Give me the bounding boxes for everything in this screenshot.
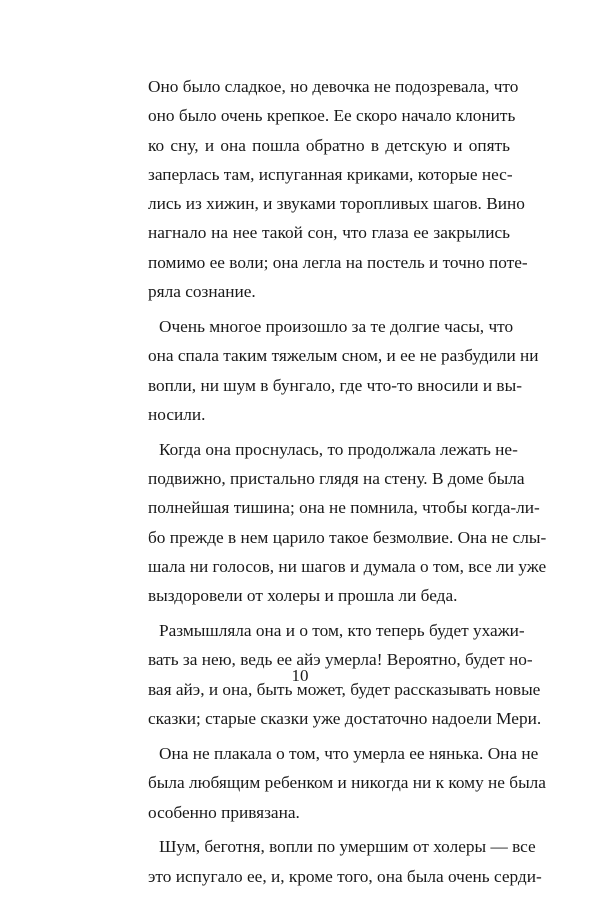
paragraph: [148, 832, 542, 891]
paragraph: [148, 739, 546, 827]
text-line: полнейшая тишина; она не помнила, чтобы когда-ли-: [148, 498, 540, 518]
text-line: Она не плакала о том, что умерла ее нянька. Она не: [159, 743, 539, 763]
text-line: носили.: [148, 404, 206, 424]
text-line: Когда она проснулась, то продолжала лежать не-: [159, 439, 518, 459]
text-line: сказки; старые сказки уже достаточно надоели Мери.: [148, 709, 542, 729]
text-line: ряла сознание.: [148, 282, 256, 302]
text-line: Размышляла она и о том, кто теперь будет ухажи-: [159, 621, 525, 641]
text-line: вопли, ни шум в бунгало, где что-то вносили и вы-: [148, 375, 522, 395]
text-line: лись из хижин, и звуками торопливых шагов. Вино: [148, 194, 525, 214]
text-line: подвижно, пристально глядя на стену. В доме была: [148, 469, 525, 489]
text-line: выздоровели от холеры и прошла ли беда.: [148, 586, 458, 606]
text-line: Оно было сладкое, но девочка не подозревала, что: [148, 77, 519, 96]
text-line: шала ни голосов, ни шагов и думала о том, все ли уже: [148, 556, 547, 576]
text-line: оно было очень крепкое. Ее скоро начало клонить: [148, 106, 516, 126]
page-number: 10: [291, 666, 309, 685]
body-text: [148, 72, 547, 897]
text-line: вая айэ, и она, быть может, будет рассказывать новые: [148, 679, 541, 699]
text-line: Очень многое произошло за те долгие часы, что: [159, 316, 514, 336]
paragraph: [148, 435, 547, 611]
paragraph: [148, 72, 528, 306]
text-line: нагнало на нее такой сон, что глаза ее закрылись: [148, 223, 510, 243]
text-line: она спала таким тяжелым сном, и ее не разбудили ни: [148, 346, 539, 366]
text-line: это испугало ее, и, кроме того, она была очень серди-: [148, 866, 542, 886]
text-line: вать за нею, ведь ее айэ умерла! Вероятно, будет но-: [148, 650, 533, 670]
text-line: помимо ее воли; она легла на постель и точно поте-: [148, 252, 528, 272]
text-line: Шум, беготня, вопли по умершим от холеры — все: [159, 837, 536, 857]
text-line: была любящим ребенком и никогда ни к кому не была: [148, 773, 546, 793]
text-line: особенно привязана.: [148, 802, 300, 822]
text-line: бо прежде в нем царило такое безмолвие. Она не слы-: [148, 527, 547, 547]
text-line: заперлась там, испуганная криками, которые нес-: [148, 164, 513, 184]
text-line: ко сну, и она пошла обратно в детскую и опять: [148, 135, 510, 155]
paragraph: [148, 312, 539, 429]
